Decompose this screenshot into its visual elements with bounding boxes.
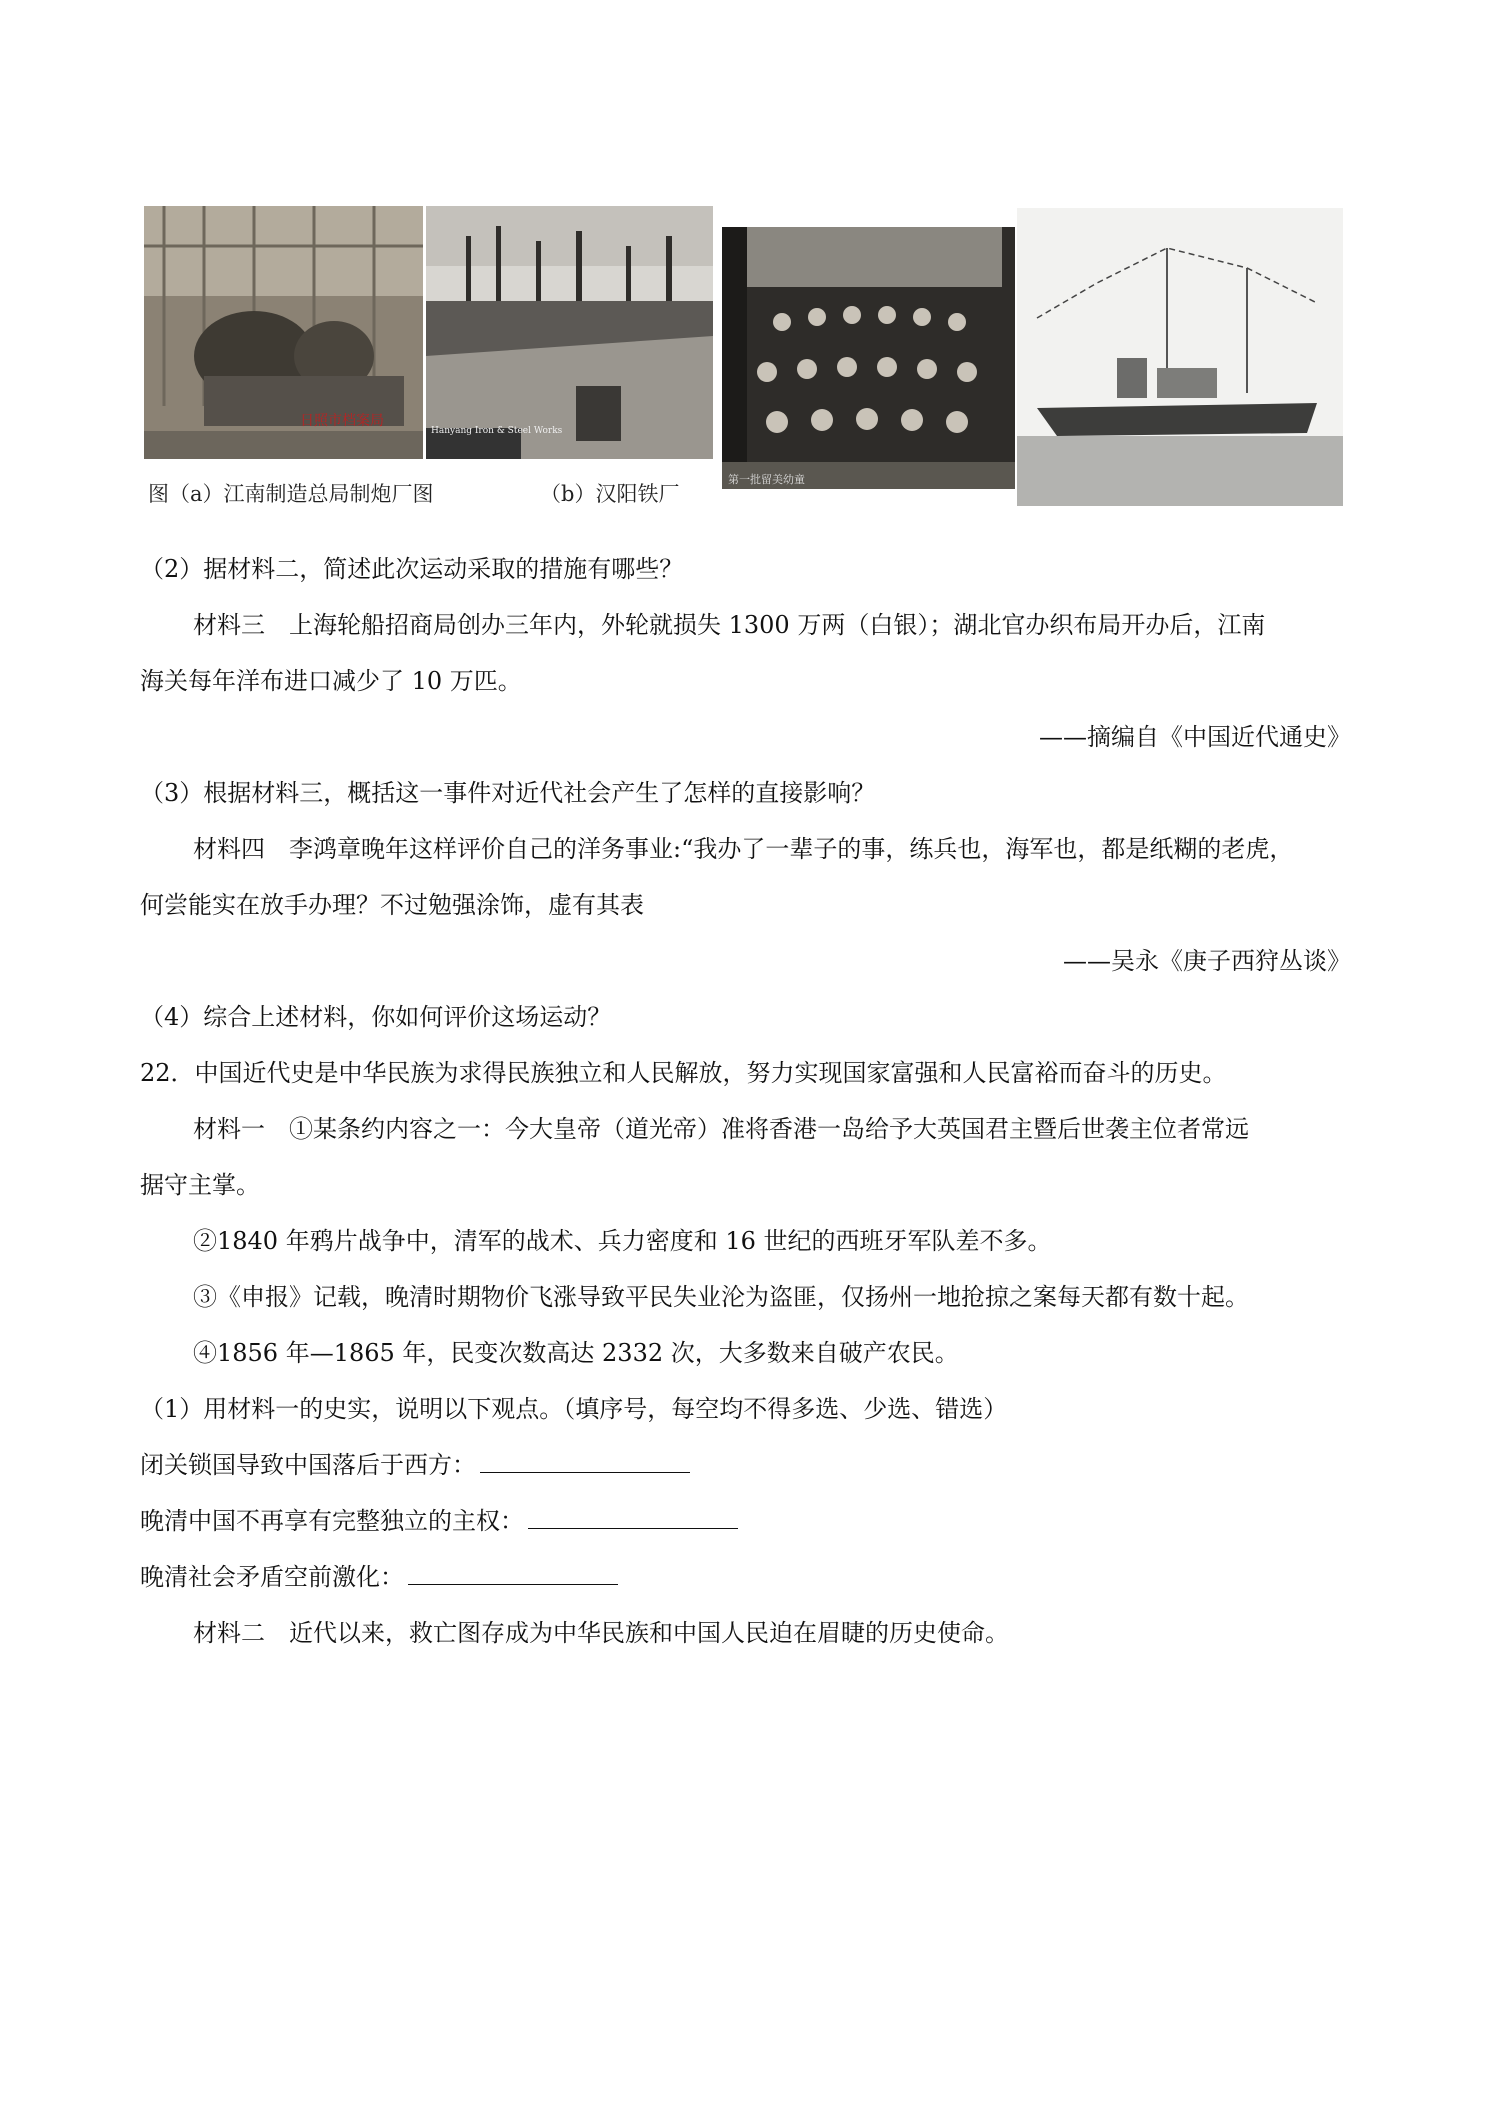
- photo-inset-label: 第一批留美幼童: [728, 473, 805, 486]
- material-4-source: ——吴永《庚子西狩丛谈》: [1063, 947, 1351, 975]
- material-4-line-1: 材料四 李鸿章晚年这样评价自己的洋务事业:“我办了一辈子的事，练兵也，海军也，都是纸糊的老虎，: [193, 835, 1294, 863]
- photo-warship: [1017, 208, 1343, 506]
- material-3-line-1: 材料三 上海轮船招商局创办三年内，外轮就损失 1300 万两（白银）；湖北官办织布局开办后，江南: [193, 611, 1266, 639]
- answer-blank[interactable]: [408, 1562, 618, 1585]
- material-1-item-2: ②1840 年鸦片战争中，清军的战术、兵力密度和 16 世纪的西班牙军队差不多。: [193, 1227, 1052, 1255]
- photo-inset-label: Hanyang Iron & Steel Works: [431, 426, 563, 436]
- question-22-1: （1）用材料一的史实，说明以下观点。（填序号，每空均不得多选、少选、错选）: [140, 1395, 1008, 1423]
- material-1-line-1: 材料一 ①某条约内容之一：今大皇帝（道光帝）准将香港一岛给予大英国君主暨后世袭主位者常远: [193, 1115, 1249, 1143]
- material-3-source: ——摘编自《中国近代通史》: [1039, 723, 1351, 751]
- answer-blank[interactable]: [528, 1506, 738, 1529]
- figure-caption-a: 图（a）江南制造总局制炮厂图: [148, 482, 434, 506]
- material-4-line-2: 何尝能实在放手办理？不过勉强涂饰，虚有其表: [140, 891, 644, 919]
- answer-blank[interactable]: [480, 1450, 690, 1473]
- fill-blank-label: 晚清中国不再享有完整独立的主权：: [140, 1507, 524, 1535]
- question-4: （4）综合上述材料，你如何评价这场运动？: [140, 1003, 612, 1031]
- material-1-item-4: ④1856 年—1865 年，民变次数高达 2332 次，大多数来自破产农民。: [193, 1339, 959, 1367]
- fill-blank-2: [140, 1504, 738, 1538]
- fill-blank-3: [140, 1560, 618, 1594]
- fill-blank-label: 晚清社会矛盾空前激化：: [140, 1563, 404, 1591]
- fill-blank-label: 闭关锁国导致中国落后于西方：: [140, 1451, 476, 1479]
- fill-blank-1: [140, 1448, 690, 1482]
- material-2-line-1: 材料二 近代以来，救亡图存成为中华民族和中国人民迫在眉睫的历史使命。: [193, 1619, 1009, 1647]
- figure-caption-b: （b）汉阳铁厂: [540, 482, 680, 506]
- photo-stamp: 日照市档案局: [300, 413, 384, 429]
- question-2: （2）据材料二，简述此次运动采取的措施有哪些？: [140, 555, 684, 583]
- material-1-line-2: 据守主掌。: [140, 1171, 260, 1199]
- material-1-item-3: ③《申报》记载，晚清时期物价飞涨导致平民失业沦为盗匪，仅扬州一地抢掠之案每天都有数十起。: [193, 1283, 1249, 1311]
- question-3: （3）根据材料三，概括这一事件对近代社会产生了怎样的直接影响？: [140, 779, 876, 807]
- photo-students-group: [722, 227, 1015, 489]
- material-3-line-2: 海关每年洋布进口减少了 10 万匹。: [140, 667, 522, 695]
- photo-hanyang-iron-works: [426, 206, 713, 459]
- question-22: 22．中国近代史是中华民族为求得民族独立和人民解放，努力实现国家富强和人民富裕而奋斗的历史。: [140, 1059, 1227, 1087]
